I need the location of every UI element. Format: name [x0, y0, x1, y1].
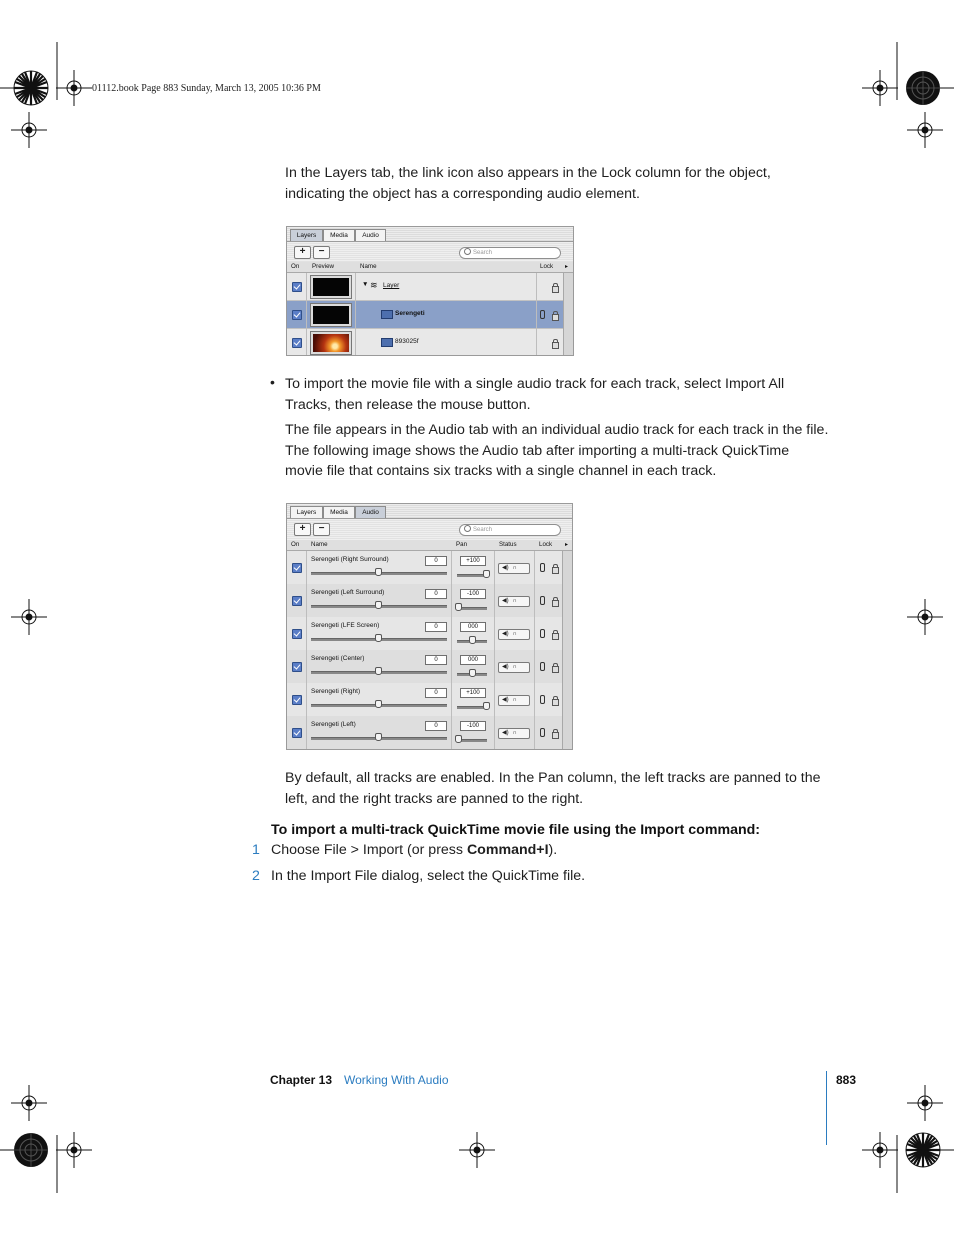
page-number: 883 — [836, 1073, 857, 1087]
pan-field[interactable]: 000 — [460, 655, 486, 665]
track-name: Serengeti (Center) — [311, 655, 365, 662]
level-slider-knob[interactable] — [375, 733, 382, 741]
track-name: Serengeti (LFE Screen) — [311, 622, 380, 629]
col-name[interactable]: Name — [311, 541, 328, 548]
pan-slider-knob[interactable] — [455, 735, 462, 743]
level-field[interactable]: 0 — [425, 589, 447, 599]
layer-name: Layer — [383, 282, 400, 289]
audio-track-row[interactable] — [287, 683, 562, 717]
footer-chapter: Chapter 13 — [270, 1073, 333, 1087]
shortcut-keys: Command+I — [466, 842, 549, 858]
lock-icon[interactable] — [552, 286, 559, 293]
add-button[interactable]: + — [294, 246, 311, 259]
footer-rule — [826, 1071, 827, 1145]
column-divider — [494, 551, 495, 749]
audio-track-row[interactable] — [287, 551, 562, 585]
search-icon — [464, 248, 471, 255]
column-menu-arrow-icon[interactable]: ▸ — [565, 263, 569, 270]
enable-checkbox[interactable] — [292, 282, 302, 292]
link-icon — [540, 662, 545, 671]
col-on[interactable]: On — [291, 541, 300, 548]
pan-slider-knob[interactable] — [469, 669, 476, 677]
lock-icon[interactable] — [552, 666, 559, 673]
status-controls — [498, 695, 530, 706]
tab-audio[interactable]: Audio — [355, 229, 386, 241]
step-text — [271, 842, 557, 858]
column-divider — [355, 273, 356, 355]
layer-row[interactable] — [287, 301, 563, 329]
lock-icon[interactable] — [552, 732, 559, 739]
speaker-icon[interactable]: ◀) — [502, 730, 509, 736]
track-name: Serengeti (Left Surround) — [311, 589, 385, 596]
tab-media[interactable]: Media — [323, 506, 355, 518]
audio-panel-screenshot — [286, 503, 573, 750]
col-on[interactable]: On — [291, 263, 300, 270]
tab-layers[interactable]: Layers — [290, 229, 323, 241]
headphones-icon[interactable]: ∩ — [512, 697, 517, 703]
tab-layers[interactable]: Layers — [290, 506, 323, 518]
pan-slider-knob[interactable] — [455, 603, 462, 611]
audio-track-row[interactable] — [287, 584, 562, 618]
col-preview[interactable]: Preview — [312, 263, 335, 270]
status-controls — [498, 596, 530, 607]
film-icon — [381, 338, 393, 347]
layer-row[interactable] — [287, 329, 563, 356]
status-controls — [498, 629, 530, 640]
link-icon — [540, 310, 545, 319]
pan-field[interactable]: -100 — [460, 589, 486, 599]
headphones-icon[interactable]: ∩ — [512, 598, 517, 604]
tab-strip — [287, 504, 572, 519]
paragraph-layers-link-icon: In the Layers tab, the link icon also appears in the Lock column for the object, indicating the object has a corresponding audio element. — [285, 165, 771, 202]
link-icon — [540, 629, 545, 638]
level-slider-knob[interactable] — [375, 634, 382, 642]
column-divider — [451, 551, 452, 749]
enable-checkbox[interactable] — [292, 596, 302, 606]
bullet-icon: • — [270, 374, 275, 390]
preview-thumbnail — [310, 303, 352, 327]
pan-slider-knob[interactable] — [469, 636, 476, 644]
audio-toolbar — [287, 519, 572, 542]
col-pan[interactable]: Pan — [456, 541, 468, 548]
link-icon — [540, 596, 545, 605]
status-controls — [498, 563, 530, 574]
enable-checkbox[interactable] — [292, 563, 302, 573]
search-input[interactable] — [459, 524, 561, 536]
layer-stack-icon: ≋ — [370, 280, 378, 290]
level-field[interactable]: 0 — [425, 688, 447, 698]
lock-icon[interactable] — [552, 314, 559, 321]
link-icon — [540, 563, 545, 572]
preview-thumbnail — [310, 275, 352, 299]
headphones-icon[interactable]: ∩ — [512, 565, 517, 571]
layer-name: Serengeti — [395, 310, 425, 317]
scrollbar[interactable] — [562, 551, 572, 749]
track-name: Serengeti (Right Surround) — [311, 556, 389, 563]
pan-field[interactable]: +100 — [460, 556, 486, 566]
level-field[interactable]: 0 — [425, 721, 447, 731]
search-placeholder: Search — [473, 527, 493, 533]
speaker-icon[interactable]: ◀) — [502, 697, 509, 703]
pan-field[interactable]: 000 — [460, 622, 486, 632]
preview-thumbnail — [310, 331, 352, 355]
pan-field[interactable]: +100 — [460, 688, 486, 698]
pan-slider-knob[interactable] — [483, 570, 490, 578]
bullet-import-all-tracks: To import the movie file with a single audio track for each track, select Import All Tracks, then release the mouse button. — [285, 376, 785, 413]
headphones-icon[interactable]: ∩ — [512, 631, 517, 637]
enable-checkbox[interactable] — [292, 662, 302, 672]
col-status[interactable]: Status — [499, 541, 517, 548]
level-field[interactable]: 0 — [425, 556, 447, 566]
tab-media[interactable]: Media — [323, 229, 355, 241]
paragraph-default-tracks: By default, all tracks are enabled. In the Pan column, the left tracks are panned to the left, and the right tracks are panned to the right. — [285, 770, 821, 807]
col-lock[interactable]: Lock — [539, 541, 553, 548]
col-name[interactable]: Name — [360, 263, 377, 270]
column-menu-arrow-icon[interactable]: ▸ — [565, 541, 569, 548]
audio-track-row[interactable] — [287, 617, 562, 651]
search-input[interactable] — [459, 247, 561, 259]
step-text-after: ). — [548, 842, 558, 858]
level-slider-knob[interactable] — [375, 568, 382, 576]
search-placeholder: Search — [473, 250, 493, 256]
tab-audio[interactable]: Audio — [355, 506, 386, 518]
column-divider — [306, 551, 307, 749]
search-icon — [464, 525, 471, 532]
column-header — [287, 540, 572, 551]
link-icon — [540, 728, 545, 737]
headphones-icon[interactable]: ∩ — [512, 730, 517, 736]
layers-panel-screenshot — [286, 226, 574, 356]
layer-name: 893025f — [395, 338, 419, 345]
level-slider-knob[interactable] — [375, 700, 382, 708]
track-name: Serengeti (Right) — [311, 688, 361, 695]
speaker-icon[interactable]: ◀) — [502, 664, 509, 670]
col-lock[interactable]: Lock — [540, 263, 554, 270]
step-number: 2 — [252, 868, 260, 884]
lock-icon[interactable] — [552, 699, 559, 706]
enable-checkbox[interactable] — [292, 338, 302, 348]
speaker-icon[interactable]: ◀) — [502, 565, 509, 571]
scrollbar[interactable] — [563, 273, 573, 355]
step-text: In the Import File dialog, select the QuickTime file. — [271, 868, 586, 884]
procedure-heading: To import a multi-track QuickTime movie file using the Import command: — [271, 822, 761, 838]
level-field[interactable]: 0 — [425, 655, 447, 665]
audio-track-row[interactable] — [287, 716, 562, 750]
disclosure-triangle-icon[interactable]: ▼ — [362, 281, 369, 288]
audio-track-row[interactable] — [287, 650, 562, 684]
step-text-before: Choose File > Import (or press — [271, 842, 467, 858]
lock-icon[interactable] — [552, 633, 559, 640]
speaker-icon[interactable]: ◀) — [502, 631, 509, 637]
level-field[interactable]: 0 — [425, 622, 447, 632]
remove-button[interactable]: − — [313, 523, 330, 536]
status-controls — [498, 728, 530, 739]
enable-checkbox[interactable] — [292, 728, 302, 738]
lock-icon[interactable] — [552, 567, 559, 574]
lock-icon[interactable] — [552, 600, 559, 607]
film-icon — [381, 310, 393, 319]
add-button[interactable]: + — [294, 523, 311, 536]
column-divider — [306, 273, 307, 355]
footer-chapter-title[interactable]: Working With Audio — [344, 1073, 449, 1087]
remove-button[interactable]: − — [313, 246, 330, 259]
layer-row[interactable] — [287, 273, 563, 301]
track-name: Serengeti (Left) — [311, 721, 356, 728]
pan-slider-knob[interactable] — [483, 702, 490, 710]
speaker-icon[interactable]: ◀) — [502, 598, 509, 604]
column-divider — [536, 273, 537, 355]
link-icon — [540, 695, 545, 704]
book-info: 01112.book Page 883 Sunday, March 13, 2005 10:36 PM — [92, 83, 321, 94]
enable-checkbox[interactable] — [292, 629, 302, 639]
status-controls — [498, 662, 530, 673]
column-divider — [534, 551, 535, 749]
level-slider-knob[interactable] — [375, 601, 382, 609]
enable-checkbox[interactable] — [292, 695, 302, 705]
level-slider-knob[interactable] — [375, 667, 382, 675]
step-number: 1 — [252, 842, 260, 858]
headphones-icon[interactable]: ∩ — [512, 664, 517, 670]
pan-field[interactable]: -100 — [460, 721, 486, 731]
tab-strip — [287, 227, 573, 242]
lock-icon[interactable] — [552, 342, 559, 349]
enable-checkbox[interactable] — [292, 310, 302, 320]
paragraph-audio-tab: The file appears in the Audio tab with an individual audio track for each track in the file. The following image shows the Audio tab after importing a multi-track QuickTime movie file that contains six tracks with a single channel in each track. — [285, 422, 829, 479]
column-header — [287, 262, 573, 273]
